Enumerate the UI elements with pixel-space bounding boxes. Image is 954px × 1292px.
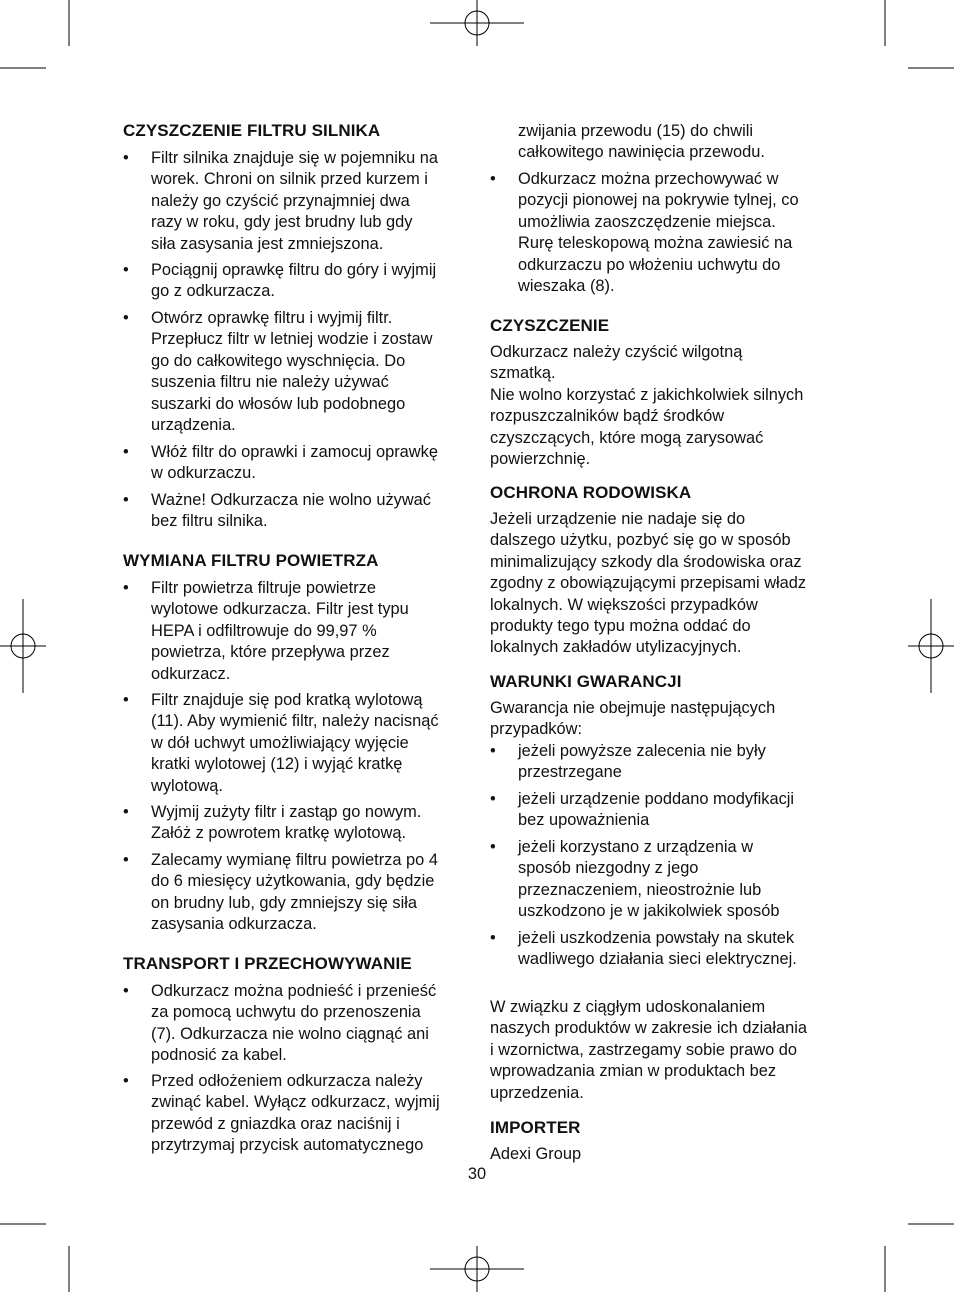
text-line: go do całkowitego wyschnięcia. Do xyxy=(151,351,406,370)
bullet-marker: • xyxy=(490,170,496,188)
text-line: Ważne! Odkurzacza nie wolno używać xyxy=(151,491,431,509)
cleaning-text xyxy=(490,342,835,470)
text-line: jeżeli powyższe zalecenia nie były xyxy=(518,742,766,760)
text-line: wprowadzania zmian w produktach bez xyxy=(490,1062,777,1081)
text-line: przytrzymaj przycisk automatycznego xyxy=(151,1136,424,1155)
text-line: umożliwia zaoszczędzenie miejsca. xyxy=(518,212,776,231)
list-item-text xyxy=(151,442,471,485)
text-line: w dół uchwyt umożliwiający wyjęcie xyxy=(151,733,409,752)
text-line: należy go czyścić przynajmniej dwa xyxy=(151,191,410,210)
bullet-marker: • xyxy=(123,309,129,327)
text-line: W związku z ciągłym udoskonalaniem xyxy=(490,998,766,1016)
text-line: pozycji pionowej na pokrywie tylnej, co xyxy=(518,191,799,210)
text-line: i wzornictwa, zastrzegamy sobie prawo do xyxy=(490,1040,797,1059)
text-line: wylotowe odkurzacza. Filtr jest typu xyxy=(151,600,409,619)
text-line: do 6 miesięcy użytkowania, gdy będzie xyxy=(151,872,435,891)
bullet-marker: • xyxy=(490,742,496,760)
text-line: bez upoważnienia xyxy=(518,811,650,830)
text-line: Gwarancja nie obejmuje następujących xyxy=(490,699,776,717)
text-line: Otwórz oprawkę filtru i wyjmij filtr. xyxy=(151,309,393,327)
text-line: powierzchnię. xyxy=(490,450,591,469)
bullet-marker: • xyxy=(490,838,496,856)
section-title-air-filter: WYMIANA FILTRU POWIETRZA xyxy=(123,551,379,570)
text-line: dalszego użytku, pozbyć się go w sposób xyxy=(490,531,791,550)
text-line: podnosić za kabel. xyxy=(151,1046,287,1065)
registration-mark-right xyxy=(908,599,954,693)
list-item-text xyxy=(518,741,838,784)
text-line: Wyjmij zużyty filtr i zastąp go nowym. xyxy=(151,803,422,821)
environment-text xyxy=(490,509,835,659)
text-line: odkurzaczu po włożeniu uchwytu do xyxy=(518,255,781,274)
text-line: produkty tego typu można oddać do xyxy=(490,617,751,636)
text-line: w odkurzaczu. xyxy=(151,464,256,483)
text-line: bez filtru silnika. xyxy=(151,512,268,531)
bullet-marker: • xyxy=(123,491,129,509)
text-line: Adexi Group xyxy=(490,1145,582,1163)
text-line: urządzenia. xyxy=(151,416,236,435)
text-line: za pomocą uchwytu do przenoszenia xyxy=(151,1003,421,1022)
text-line: Filtr silnika znajduje się w pojemniku na xyxy=(151,149,438,167)
text-line: całkowitego nawinięcia przewodu. xyxy=(518,143,765,162)
text-line: Odkurzacz można podnieść i przenieść xyxy=(151,982,437,1000)
registration-mark-top xyxy=(430,0,524,46)
text-line: kratki wylotowej (12) i wyjąć kratkę xyxy=(151,755,403,774)
text-line: powietrza, które przepływa przez xyxy=(151,643,390,662)
bullet-marker: • xyxy=(123,803,129,821)
text-line: przypadków: xyxy=(490,720,583,739)
text-line: czyszczących, które mogą zarysować xyxy=(490,428,764,447)
text-line: Jeżeli urządzenie nie nadaje się do xyxy=(490,510,746,528)
text-line: naszych produktów w zakresie ich działania xyxy=(490,1019,808,1038)
bullet-marker: • xyxy=(123,261,129,279)
text-line: zgodny z obowiązującymi przepisami władz xyxy=(490,574,807,593)
text-line: HEPA i odfiltrowuje do 99,97 % xyxy=(151,621,377,640)
text-line: Włóż filtr do oprawki i zamocuj oprawkę xyxy=(151,443,438,461)
warranty-note xyxy=(490,997,835,1104)
list-item-text xyxy=(151,981,471,1067)
text-line: Nie wolno korzystać z jakichkolwiek silnych xyxy=(490,385,804,404)
bullet-marker: • xyxy=(490,929,496,947)
list-item-text xyxy=(151,802,471,845)
text-line: Przed odłożeniem odkurzacza należy xyxy=(151,1072,423,1090)
text-line: jeżeli urządzenie poddano modyfikacji xyxy=(518,790,795,808)
list-item-text xyxy=(518,121,838,164)
list-item-text xyxy=(151,1071,471,1157)
list-item-text xyxy=(151,490,471,533)
bullet-marker: • xyxy=(490,790,496,808)
list-item-text xyxy=(151,148,471,255)
section-title-warranty: WARUNKI GWARANCJI xyxy=(490,672,682,691)
text-line: lokalnych. W większości przypadków xyxy=(490,595,758,614)
text-line: odkurzacz. xyxy=(151,664,231,683)
registration-mark-left xyxy=(0,599,46,693)
text-line: Rurę teleskopową można zawiesić na xyxy=(518,234,793,253)
text-line: (7). Odkurzacza nie wolno ciągnąć ani xyxy=(151,1024,429,1043)
text-line: szmatką. xyxy=(490,364,556,383)
bullet-marker: • xyxy=(123,982,129,1000)
list-item-text xyxy=(151,260,471,303)
text-line: worek. Chroni on silnik przed kurzem i xyxy=(151,170,428,189)
bullet-marker: • xyxy=(123,579,129,597)
text-line: zwijania przewodu (15) do chwili xyxy=(518,122,754,140)
text-line: on brudny lub, gdy zmniejszy się siła xyxy=(151,893,418,912)
text-line: Załóż z powrotem kratkę wylotową. xyxy=(151,824,407,843)
bullet-marker: • xyxy=(123,443,129,461)
text-line: wieszaka (8). xyxy=(518,277,615,296)
list-item-text xyxy=(151,578,471,685)
page-number: 30 xyxy=(467,1165,487,1183)
text-line: Filtr powietrza filtruje powietrze xyxy=(151,579,376,597)
bullet-marker: • xyxy=(123,851,129,869)
text-line: przewód z gniazdka oraz naciśnij i xyxy=(151,1114,400,1133)
text-line: suszenia filtru nie należy używać xyxy=(151,373,389,392)
section-title-transport: TRANSPORT I PRZECHOWYWANIE xyxy=(123,954,412,973)
text-line: Filtr znajduje się pod kratką wylotową xyxy=(151,691,423,709)
text-line: zasysania odkurzacza. xyxy=(151,915,317,934)
text-line: Pociągnij oprawkę filtru do góry i wyjmij xyxy=(151,261,437,279)
text-line: uszkodzono je w jakikolwiek sposób xyxy=(518,902,780,921)
text-line: Przepłucz filtr w letniej wodzie i zostaw xyxy=(151,330,433,349)
text-line: przeznaczeniem, nieostrożnie lub xyxy=(518,880,762,899)
text-line: minimalizujący szkody dla środowiska oraz xyxy=(490,552,802,571)
text-line: siła zasysania jest zmniejszona. xyxy=(151,234,384,253)
text-line: zwinąć kabel. Wyłącz odkurzacz, wyjmij xyxy=(151,1093,440,1112)
text-line: sposób niezgodny z jego xyxy=(518,859,699,878)
text-line: suszarki do włosów lub podobnego xyxy=(151,394,406,413)
text-line: przestrzegane xyxy=(518,763,622,782)
text-line: wadliwego działania sieci elektrycznej. xyxy=(518,950,797,969)
list-item-text xyxy=(151,850,471,936)
list-item-text xyxy=(518,789,838,832)
section-title-motor-filter: CZYSZCZENIE FILTRU SILNIKA xyxy=(123,121,381,140)
text-line: Odkurzacz można przechowywać w xyxy=(518,170,779,188)
text-line: Odkurzacz należy czyścić wilgotną xyxy=(490,343,743,361)
importer-text xyxy=(490,1144,835,1165)
text-line: uprzedzenia. xyxy=(490,1083,584,1102)
section-title-environment: OCHRONA RODOWISKA xyxy=(490,483,692,502)
warranty-intro xyxy=(490,698,835,741)
text-line: (11). Aby wymienić filtr, należy nacisnąć xyxy=(151,712,439,731)
section-title-cleaning: CZYSZCZENIE xyxy=(490,316,610,335)
text-line: Zalecamy wymianę filtru powietrza po 4 xyxy=(151,851,438,869)
text-line: rozpuszczalników bądź środków xyxy=(490,407,725,426)
text-line: lokalnych zakładów utylizacyjnych. xyxy=(490,638,742,657)
list-item-text xyxy=(518,928,838,971)
list-item-text xyxy=(518,169,838,297)
list-item-text xyxy=(151,308,471,436)
list-item-text xyxy=(518,837,838,923)
text-line: jeżeli uszkodzenia powstały na skutek xyxy=(518,929,795,947)
registration-mark-bottom xyxy=(430,1246,524,1292)
text-line: razy w roku, gdy jest brudny lub gdy xyxy=(151,213,413,232)
bullet-marker: • xyxy=(123,691,129,709)
bullet-marker: • xyxy=(123,149,129,167)
text-line: go z odkurzacza. xyxy=(151,282,275,301)
list-item-text xyxy=(151,690,471,797)
section-title-importer: IMPORTER xyxy=(490,1118,581,1137)
text-line: wylotową. xyxy=(151,776,223,795)
bullet-marker: • xyxy=(123,1072,129,1090)
text-line: jeżeli korzystano z urządzenia w xyxy=(518,838,754,856)
